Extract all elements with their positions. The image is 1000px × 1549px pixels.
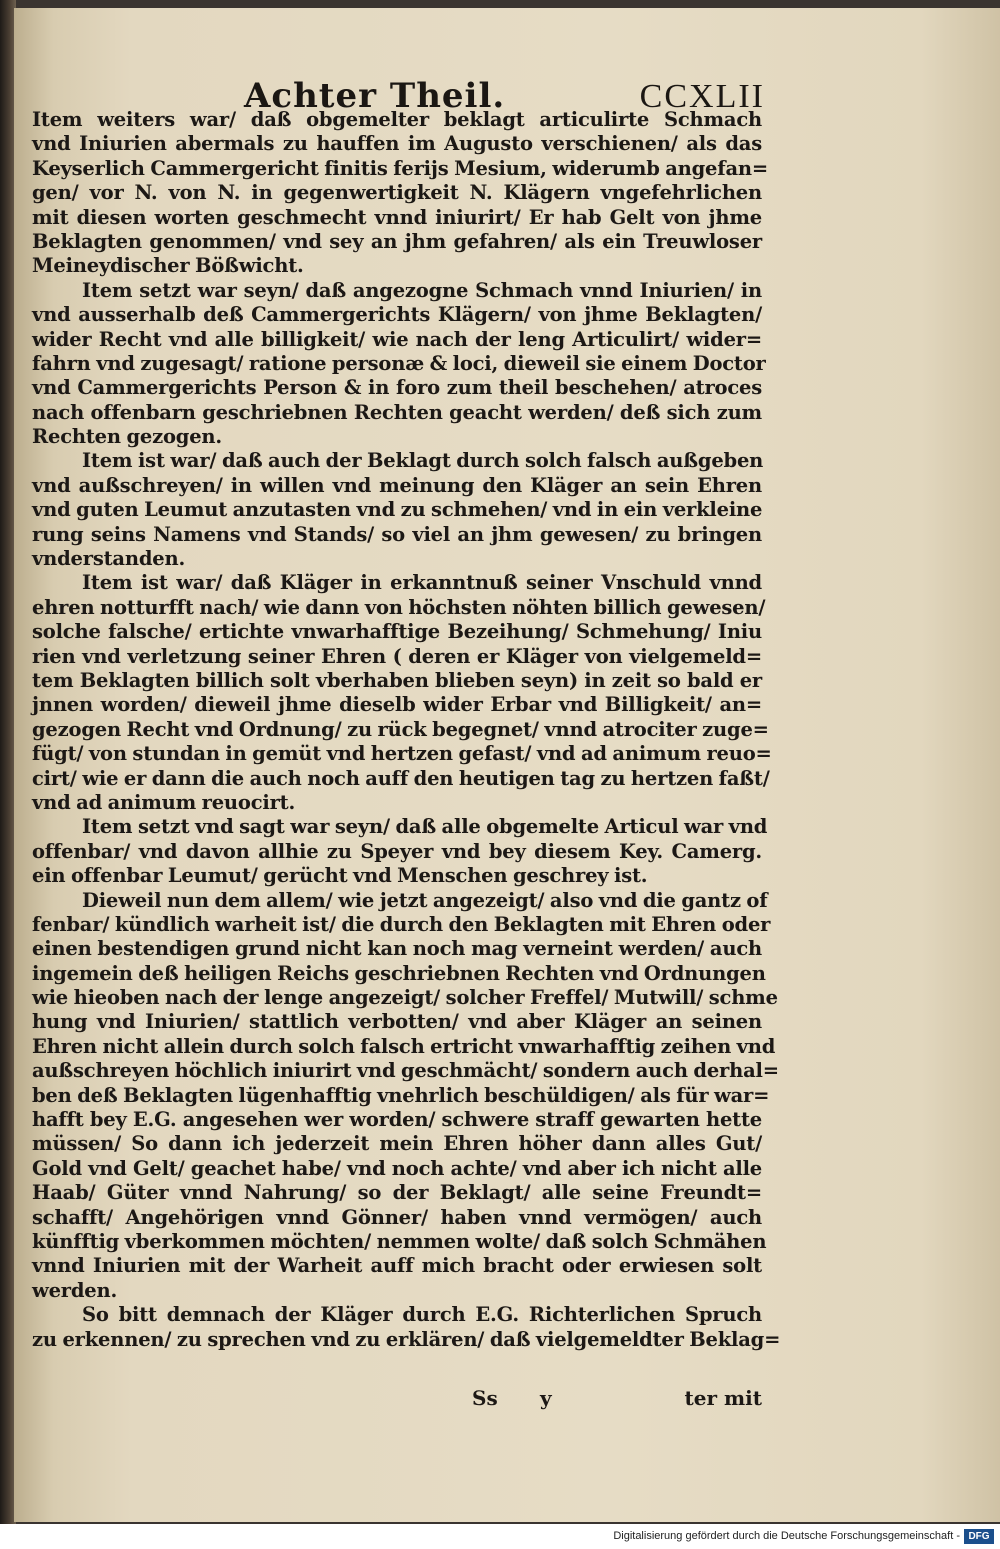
text-line: ben deß Beklagten lügenhafftig vnehrlich beschüldigen/ als für war=: [32, 1083, 770, 1107]
text-line: vnd Iniurien abermals zu hauffen im Augusto verschienen/ als das: [32, 132, 762, 156]
text-line: wie hieoben nach der lenge angezeigt/ solcher Freffel/ Mutwill/ schme: [32, 986, 778, 1010]
text-line: jnnen worden/ dieweil jhme dieselb wider Erbar vnd Billigkeit/ an=: [32, 693, 762, 717]
text-line: vnd guten Leumut anzutasten vnd zu schmehen/ vnd in ein verkleine: [32, 498, 763, 522]
text-line: Beklagten genommen/ vnd sey an jhm gefahren/ als ein Treuwloser: [32, 229, 762, 253]
signature-sub-mark: y: [540, 1386, 552, 1410]
credit-bar: [0, 1524, 1000, 1549]
text-line: schafft/ Angehörigen vnnd Gönner/ haben vnnd vermögen/ auch: [32, 1205, 762, 1229]
text-line: Ehren nicht allein durch solch falsch ertricht vnwarhafftig zeihen vnd: [32, 1034, 776, 1058]
text-line: werden.: [32, 1278, 118, 1302]
text-line: Item setzt vnd sagt war seyn/ daß alle obgemelte Articul war vnd: [82, 815, 768, 839]
paragraph: [32, 815, 768, 888]
page-footer: [32, 1386, 762, 1412]
text-line: Haab/ Güter vnnd Nahrung/ so der Beklagt/ alle seine Freundt=: [32, 1181, 762, 1205]
text-line: mit diesen worten geschmecht vnnd iniurirt/ Er hab Gelt von jhme: [32, 205, 762, 229]
text-line: gen/ vor N. von N. in gegenwertigkeit N. Klägern vngefehrlichen: [32, 181, 762, 205]
text-line: hung vnd Iniurien/ stattlich verbotten/ vnd aber Kläger an seinen: [32, 1010, 762, 1034]
text-line: So bitt demnach der Kläger durch E.G. Richterlichen Spruch: [82, 1303, 762, 1327]
text-line: Meineydischer Bößwicht.: [32, 254, 304, 278]
text-line: vnderstanden.: [32, 547, 186, 571]
signature-mark: Ss: [472, 1386, 498, 1410]
text-line: offenbar/ vnd davon allhie zu Speyer vnd bey diesem Key. Camerg.: [32, 839, 762, 863]
book-page: [14, 8, 1000, 1522]
text-line: wider Recht vnd alle billigkeit/ wie nach der leng Articulirt/ wider=: [32, 327, 762, 351]
folio-number: CCXLII: [639, 78, 765, 115]
text-line: Gold vnd Gelt/ geachet habe/ vnd noch achte/ vnd aber ich nicht alle: [32, 1156, 762, 1180]
paragraph: [32, 449, 762, 571]
text-line: vnd Cammergerichts Person & in foro zum theil beschehen/ atroces: [32, 376, 762, 400]
text-line: ehren notturfft nach/ wie dann von höchsten nöhten billich gewesen/: [32, 595, 766, 619]
text-line: fügt/ von stundan in gemüt vnd hertzen gefast/ vnd ad animum reuo=: [32, 742, 772, 766]
body-text: [32, 108, 781, 1352]
text-line: vnd ausserhalb deß Cammergerichts Klägern/ von jhme Beklagten/: [32, 303, 762, 327]
text-line: ingemein deß heiligen Reichs geschriebnen Rechten vnd Ordnungen: [32, 961, 766, 985]
text-line: Rechten gezogen.: [32, 425, 222, 449]
text-line: Item setzt war seyn/ daß angezogne Schmach vnnd Iniurien/ in: [82, 278, 762, 302]
text-line: rien vnd verletzung seiner Ehren ( deren er Kläger von vielgemeld=: [32, 644, 762, 668]
text-line: solche falsche/ ertichte vnwarhafftige Bezeihung/ Schmehung/ Iniu: [32, 620, 762, 644]
text-line: außschreyen höchlich iniurirt vnd geschmächt/ sondern auch derhal=: [32, 1059, 779, 1083]
text-line: hafft bey E.G. angesehen wer worden/ schwere straff gewarten hette: [32, 1108, 762, 1132]
text-line: fahrn vnd zugesagt/ ratione personæ & loci, dieweil sie einem Doctor: [32, 351, 766, 375]
dfg-logo: DFG: [964, 1529, 994, 1544]
text-line: fenbar/ kündlich warheit ist/ die durch den Beklagten mit Ehren oder: [32, 912, 771, 936]
text-line: tem Beklagten billich solt vberhaben blieben seyn) in zeit so bald er: [32, 668, 762, 692]
text-line: gezogen Recht vnd Ordnung/ zu rück begegnet/ vnnd atrociter zuge=: [32, 717, 769, 741]
text-line: zu erkennen/ zu sprechen vnd zu erklären/ daß vielgemeldter Beklag=: [32, 1327, 781, 1351]
paragraph: [32, 571, 772, 815]
paragraph: [32, 1303, 781, 1352]
text-line: Item ist war/ daß auch der Beklagt durch solch falsch außgeben: [82, 449, 764, 473]
text-line: künfftig vberkommen möchten/ nemmen wolte/ daß solch Schmähen: [32, 1229, 767, 1253]
text-line: Dieweil nun dem allem/ wie jetzt angezeigt/ also vnd die gantz of: [82, 888, 768, 912]
running-title: Achter Theil.: [244, 76, 506, 116]
text-line: müssen/ So dann ich jederzeit mein Ehren höher dann alles Gut/: [32, 1132, 762, 1156]
text-line: nach offenbarn geschriebnen Rechten geacht werden/ deß sich zum: [32, 400, 762, 424]
text-line: rung seins Namens vnd Stands/ so viel an jhm gewesen/ zu bringen: [32, 522, 762, 546]
text-line: einen bestendigen grund nicht kan noch mag verneint werden/ auch: [32, 937, 762, 961]
text-line: ein offenbar Leumut/ gerücht vnd Menschen geschrey ist.: [32, 864, 648, 888]
text-line: Item ist war/ daß Kläger in erkanntnuß seiner Vnschuld vnnd: [82, 571, 762, 595]
paragraph: [32, 888, 779, 1304]
catchword: ter mit: [684, 1386, 762, 1410]
text-line: vnd außschreyen/ in willen vnd meinung den Kläger an sein Ehren: [32, 473, 762, 497]
paragraph: [32, 278, 766, 450]
credit-text: Digitalisierung gefördert durch die Deutsche Forschungsgemeinschaft -: [613, 1530, 960, 1542]
text-line: Keyserlich Cammergericht finitis ferijs Mesium, widerumb angefan=: [32, 156, 769, 180]
text-line: Item weiters war/ daß obgemelter beklagt articulirte Schmach: [32, 108, 762, 131]
text-line: cirt/ wie er dann die auch noch auff den heutigen tag zu hertzen faßt/: [32, 766, 770, 790]
text-line: vnd ad animum reuocirt.: [32, 790, 296, 814]
text-line: vnnd Iniurien mit der Warheit auff mich bracht oder erwiesen solt: [32, 1254, 762, 1278]
paragraph: [32, 108, 769, 279]
